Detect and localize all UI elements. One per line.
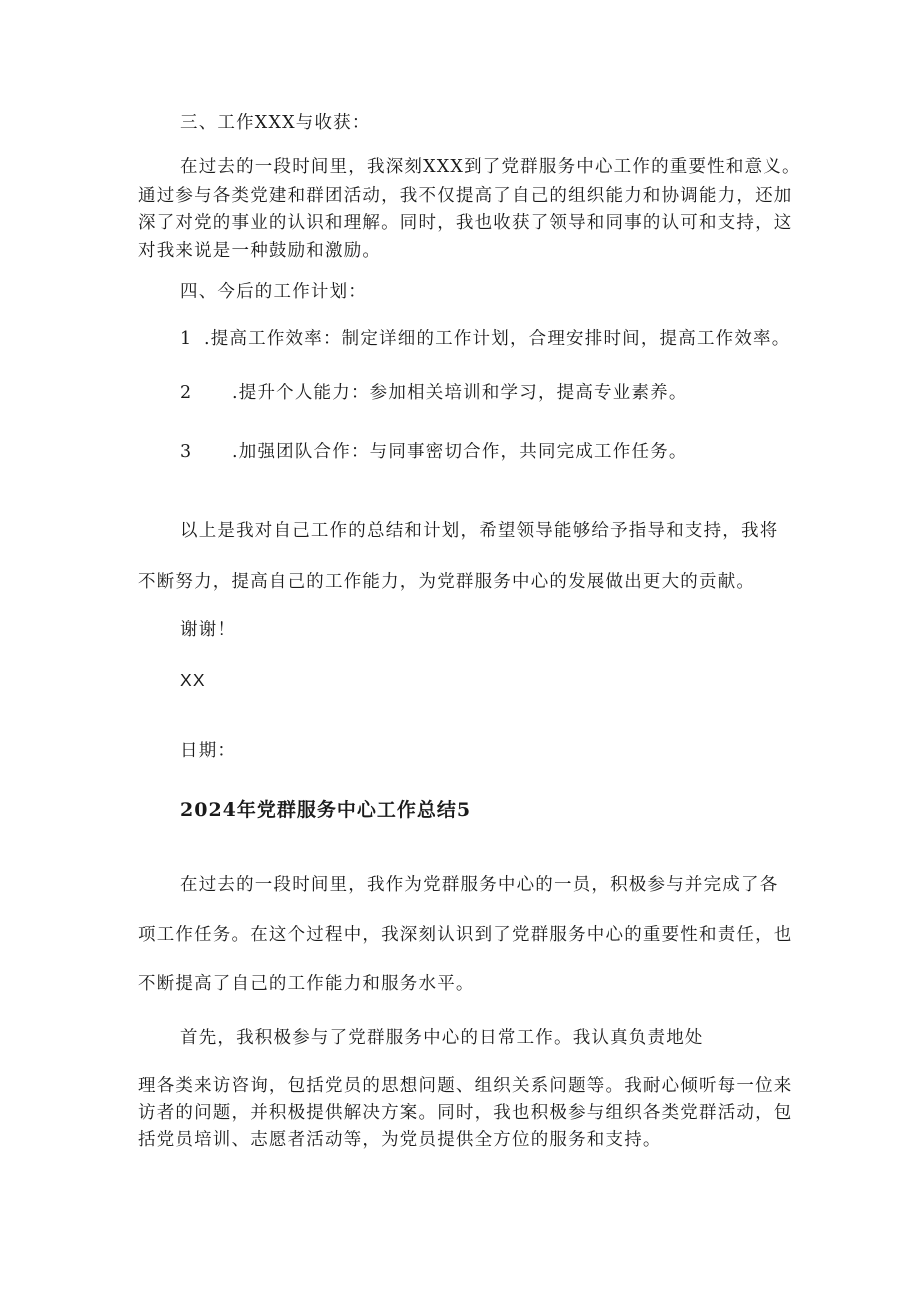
closing-line: 不断努力，提高自己的工作能力，为党群服务中心的发展做出更大的贡献。 — [138, 572, 756, 592]
thanks-text: 谢谢！ — [180, 620, 237, 640]
section3-line: 在过去的一段时间里，我深刻XXX到了党群服务中心工作的重要性和意义。 — [180, 157, 801, 177]
plan-item-number: 2 — [180, 383, 193, 403]
section3-line: 通过参与各类党建和群团活动，我不仅提高了自己的组织能力和协调能力，还加 — [138, 186, 793, 206]
article-title: 2024年党群服务中心工作总结5 — [180, 799, 472, 821]
section3-heading: 三、工作XXX与收获： — [180, 113, 371, 133]
paragraph-line: 括党员培训、志愿者活动等，为党员提供全方位的服务和支持。 — [138, 1130, 662, 1150]
paragraph-line: 首先，我积极参与了党群服务中心的日常工作。我认真负责地处 — [180, 1028, 704, 1048]
plan-item-number: 1 — [180, 329, 193, 349]
paragraph-line: 项工作任务。在这个过程中，我深刻认识到了党群服务中心的重要性和责任，也 — [138, 925, 793, 945]
date-label: 日期： — [180, 741, 237, 761]
paragraph-line: 理各类来访咨询，包括党员的思想问题、组织关系问题等。我耐心倾听每一位来 — [138, 1076, 793, 1096]
signature: XX — [180, 670, 206, 690]
plan-item-text: .提升个人能力：参加相关培训和学习，提高专业素养。 — [232, 383, 688, 403]
paragraph-line: 在过去的一段时间里，我作为党群服务中心的一员，积极参与并完成了各 — [180, 875, 779, 895]
plan-item-number: 3 — [180, 442, 193, 462]
plan-item-text: .加强团队合作：与同事密切合作，共同完成工作任务。 — [232, 442, 688, 462]
section4-heading: 四、今后的工作计划： — [180, 282, 367, 302]
plan-item-text: .提高工作效率：制定详细的工作计划，合理安排时间，提高工作效率。 — [204, 329, 791, 349]
section3-line: 对我来说是一种鼓励和激励。 — [138, 241, 382, 261]
section3-line: 深了对党的事业的认识和理解。同时，我也收获了领导和同事的认可和支持，这 — [138, 213, 793, 233]
closing-line: 以上是我对自己工作的总结和计划，希望领导能够给予指导和支持，我将 — [180, 521, 779, 541]
paragraph-line: 访者的问题，并积极提供解决方案。同时，我也积极参与组织各类党群活动，包 — [138, 1103, 793, 1123]
paragraph-line: 不断提高了自己的工作能力和服务水平。 — [138, 974, 475, 994]
